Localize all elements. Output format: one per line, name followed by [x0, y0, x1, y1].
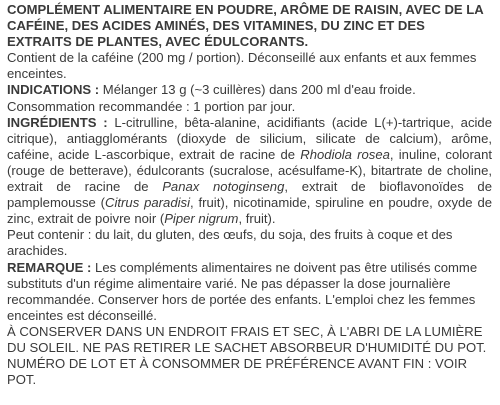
indications-paragraph — [7, 82, 492, 98]
remarque-paragraph — [7, 260, 492, 324]
ingredients-paragraph — [7, 115, 492, 228]
indications-text: Mélanger 13 g (~3 cuillères) dans 200 ml d'eau froide. — [102, 82, 416, 98]
indications-heading: INDICATIONS : — [7, 82, 100, 98]
ingredient-rhodiola: Rhodiola rosea — [300, 146, 390, 162]
ingredients-text-2: , inuline, colorant (rouge de betterave), édulcorants (sucralose, acésulfame-K), bitartrate de choline, extrait de racine de — [7, 146, 493, 195]
ingredients-text-5: , fruit). — [238, 211, 276, 227]
product-title: COMPLÉMENT ALIMENTAIRE EN POUDRE, ARÔME DE RAISIN, AVEC DE LA CAFÉINE, DES ACIDES AMINÉS, DES VITAMINES, DU ZINC ET DES EXTRAITS DE PLANTES, AVEC ÉDULCORANTS. — [7, 2, 484, 50]
ingredient-panax: Panax notoginseng — [162, 179, 285, 195]
ingredients-text-3: , extrait de bioflavonoïdes de pamplemousse ( — [7, 179, 492, 211]
ingredients-text-1: L-citrulline, bêta-alanine, acidifiants (acide L(+)-tartrique, acide citrique), antiagglomérants (dioxyde de silicium, silicate de calcium), arôme, caféine, acide L-ascorbique, extrait de racine de — [7, 114, 492, 162]
remarque-heading: REMARQUE : — [7, 259, 92, 275]
allergen-notice: Peut contenir : du lait, du gluten, des œufs, du soja, des fruits à coque et des arachides. — [7, 227, 453, 259]
ingredient-citrus: Citrus paradisi — [105, 195, 190, 211]
recommended-consumption: Consommation recommandée : 1 portion par jour. — [7, 98, 296, 114]
ingredients-text-4: , fruit), nicotinamide, spiruline en poudre, oxyde de zinc, extrait de poivre noir ( — [7, 195, 493, 227]
remarque-text: Les compléments alimentaires ne doivent pas être utilisés comme substituts d'un régime alimentaire varié. Ne pas dépasser la dose journalière recommandée. Conserver hors de portée des enfants. L'emploi chez les femmes enceintes est déconseillé. — [7, 259, 478, 323]
ingredient-piper: Piper nigrum — [164, 211, 239, 227]
caffeine-warning: Contient de la caféine (200 mg / portion). Déconseillé aux enfants et aux femmes enceintes. — [7, 50, 477, 82]
ingredients-heading: INGRÉDIENTS : — [7, 114, 108, 130]
storage-instructions: À CONSERVER DANS UN ENDROIT FRAIS ET SEC, À L'ABRI DE LA LUMIÈRE DU SOLEIL. NE PAS RETIRER LE SACHET ABSORBEUR D'HUMIDITÉ DU POT. NUMÉRO DE LOT ET À CONSOMMER DE PRÉFÉRENCE AVANT FIN : VOIR POT. — [7, 323, 487, 388]
